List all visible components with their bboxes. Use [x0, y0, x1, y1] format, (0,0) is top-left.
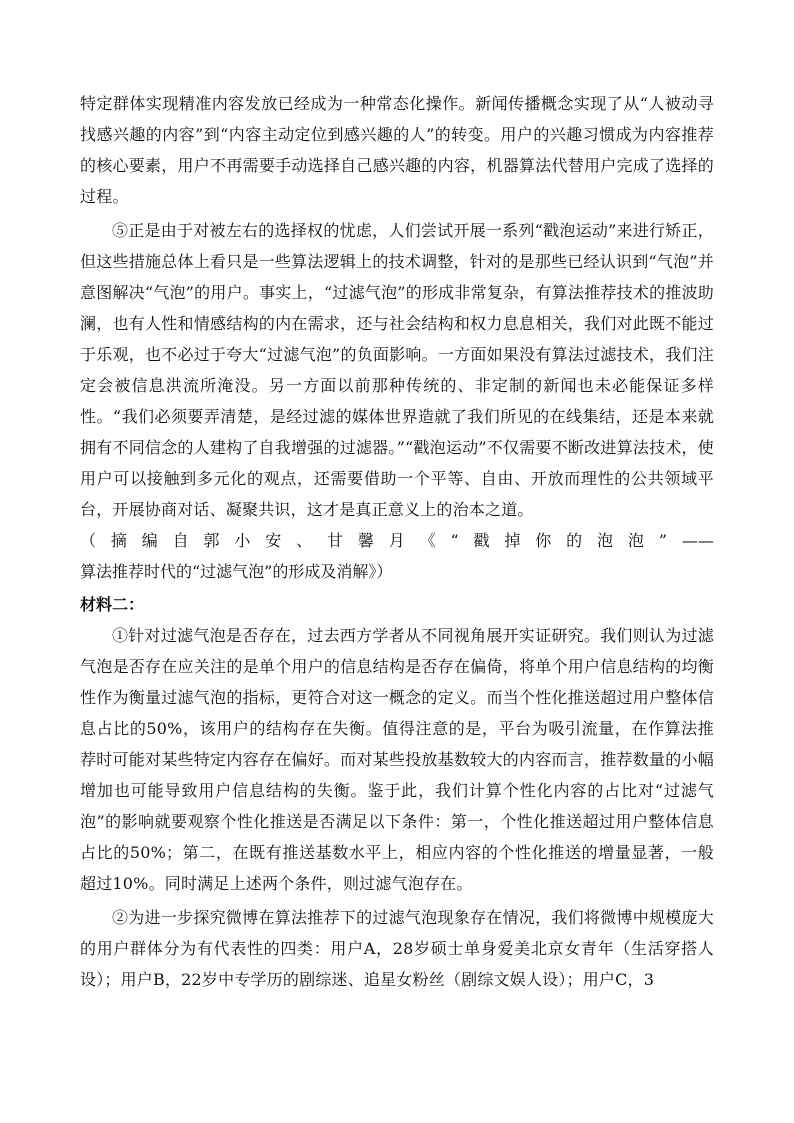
source-char: 馨: [357, 531, 374, 550]
source-char: 郭: [203, 531, 220, 550]
source-citation-line2: 算法推荐时代的“过滤气泡”的形成及消解》）: [80, 562, 393, 581]
source-char: 摘: [110, 531, 127, 550]
source-char: ”: [658, 531, 667, 550]
source-char: “: [450, 531, 459, 550]
source-char: 安: [265, 531, 282, 550]
source-char: 泡: [627, 531, 644, 550]
source-char: 小: [234, 531, 251, 550]
source-char: 甘: [327, 531, 344, 550]
source-char: 月: [388, 531, 405, 550]
source-char: （: [80, 531, 97, 550]
source-citation: [80, 525, 714, 587]
paragraph-2: ②为进一步探究微博在算法推荐下的过滤气泡现象存在情况，我们将微博中规模庞大的用户群体分为有代表性的四类：用户A，28岁硕士单身爱美北京女青年（生活穿搭人设）；用户B，22岁中专学历的剧综迷、追星女粉丝（剧综文娱人设）；用户C，3: [80, 908, 714, 989]
paragraph-5: ⑤正是由于对被左右的选择权的忧虑，人们尝试开展一系列“戳泡运动”来进行矫正，但这些措施总体上看只是一些算法逻辑上的技术调整，针对的是那些已经认识到“气泡”并意图解决“气泡”的用户。事实上，“过滤气泡”的形成非常复杂，有算法推荐技术的推波助澜，也有人性和情感结构的内在需求，还与社会结构和权力息息相关，我们对此既不能过于乐观，也不必过于夸大“过滤气泡”的负面影响。一方面如果没有算法过滤技术，我们注定会被信息洪流所淹没。另一方面以前那种传统的、非定制的新闻也未必能保证多样性。“我们必须要弄清楚，是经过滤的媒体世界造就了我们所见的在线集结，还是本来就拥有不同信念的人建构了自我增强的过滤器。”“戳泡运动”不仅需要不断改进算法技术，使用户可以接触到多元化的观点，还需要借助一个平等、自由、开放而理性的公共领域平台，开展协商对话、凝聚共识，这才是真正意义上的治本之道。: [80, 221, 714, 519]
source-char: 《: [419, 531, 436, 550]
document-page: [80, 88, 714, 995]
source-char: 、: [296, 531, 313, 550]
paragraph-1: ①针对过滤气泡是否存在，过去西方学者从不同视角展开实证研究。我们则认为过滤气泡是否存在应关注的是单个用户的信息结构是否存在偏倚，将单个用户信息结构的均衡性作为衡量过滤气泡的指标，更符合对这一概念的定义。而当个性化推送超过用户整体信息占比的50%，该用户的结构存在失衡。值得注意的是，平台为吸引流量，在作算法推荐时可能对某些特定内容存在偏好。而对某些投放基数较大的内容而言，推荐数量的小幅增加也可能导致用户信息结构的失衡。鉴于此，我们计算个性化内容的占比对“过滤气泡”的影响就要观察个性化推送是否满足以下条件：第一，个性化推送超过用户整体信息占比的50%；第二，在既有推送基数水平上，相应内容的个性化推送的增量显著，一般超过10%。同时满足上述两个条件，则过滤气泡存在。: [80, 626, 714, 893]
source-citation-line1: [80, 525, 714, 556]
source-char: 自: [172, 531, 189, 550]
source-char: 泡: [597, 531, 614, 550]
paragraph-continued: 特定群体实现精准内容发放已经成为一种常态化操作。新闻传播概念实现了从“人被动寻找感兴趣的内容”到“内容主动定位到感兴趣的人”的转变。用户的兴趣习惯成为内容推荐的核心要素，用户不再需要手动选择自己感兴趣的内容，机器算法代替用户完成了选择的过程。: [80, 94, 714, 206]
source-char: 的: [566, 531, 583, 550]
source-char: ——: [681, 531, 714, 550]
source-char: 掉: [504, 531, 521, 550]
section-heading-material-2: 材料二：: [80, 595, 145, 614]
source-char: 戳: [473, 531, 490, 550]
source-char: 编: [141, 531, 158, 550]
source-char: 你: [535, 531, 552, 550]
